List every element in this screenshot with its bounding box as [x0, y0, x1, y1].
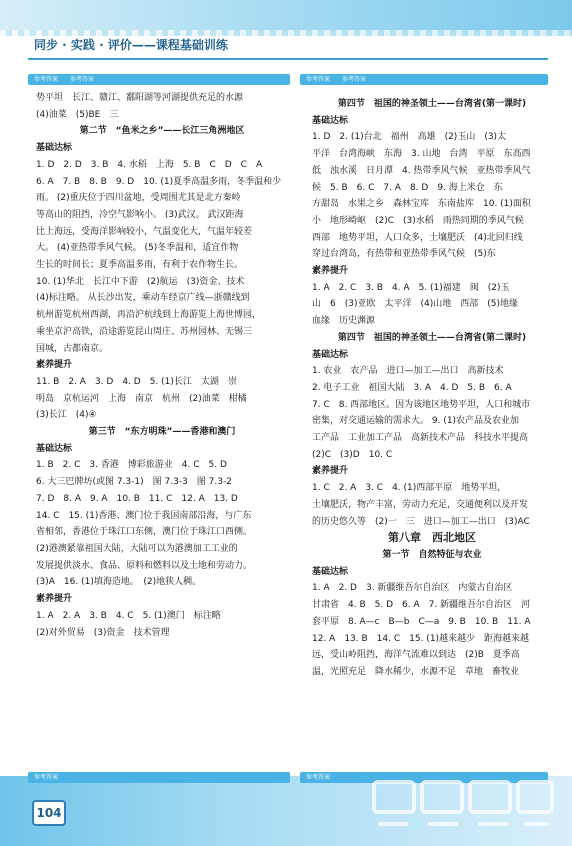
- answer-line: 西部 地势平坦，人口众多，土壤肥沃 (4)北回归线: [312, 232, 523, 243]
- subsection-label: 素养提升: [312, 266, 349, 277]
- answer-line: (2)港澳紧靠祖国大陆，大陆可以为港澳加工工业的: [36, 543, 238, 554]
- section-heading: 第一节 自然特征与农业: [382, 549, 482, 560]
- answer-line: 密集，对交通运输的需求大。 9. (1)农产品及农业加: [312, 416, 520, 427]
- watermark-logo-graphic: [368, 776, 558, 840]
- right-column-strip: 参考答案 参考答案: [300, 74, 548, 85]
- header-band: [0, 0, 572, 36]
- answer-line: (4)油菜 (5)BE 三: [36, 109, 119, 120]
- answer-line: 14. C 15. (1)香港、澳门位于我国南部沿海，与广东: [36, 510, 252, 521]
- answer-line: 1. A 2. D 3. 新疆维吾尔自治区 内蒙古自治区: [312, 583, 513, 594]
- answer-line: 1. B 2. C 3. 香港 博彩旅游业 4. C 5. D: [36, 460, 227, 471]
- answer-line: 穿过台湾岛，有热带和亚热带季风气候 (5)东: [312, 249, 496, 260]
- answer-line: 平洋 台湾海峡 东海 3. 山地 台湾 平原 东高西: [312, 149, 531, 160]
- answer-line: (2)C (3)D 10. C: [312, 449, 393, 460]
- subsection-label: 素养提升: [312, 466, 349, 477]
- answer-line: 1. 农业 农产品 进口—加工—出口 高新技术: [312, 366, 504, 377]
- answer-line: 乘坐京沪高铁，沿途游览昆山周庄、苏州园林、无锡三: [36, 326, 253, 337]
- right-answer-column: [312, 96, 552, 681]
- answer-line: 工产品 工业加工产品 高新技术产品 科技水平提高: [312, 433, 529, 444]
- left-answer-column: [36, 90, 288, 641]
- answer-line: 10. (1)华北 长江中下游 (2)航运 (3)资金、技术: [36, 276, 245, 287]
- answer-line: 12. A 13. B 14. C 15. (1)越来越少 距海越来越: [312, 633, 530, 644]
- answer-line: 方甜岛 水果之乡 森林宝库 东南盐库 10. (1)面积: [312, 199, 531, 210]
- answer-line: 1. C 2. A 3. C 4. (1)西部平原 地势平坦，: [312, 483, 507, 494]
- answer-line: (3)长江 (4)④: [36, 410, 97, 421]
- answer-line: 势平坦 长江、赣江、鄱阳湖等河湖提供充足的水源: [36, 93, 244, 103]
- answer-line: 1. A 2. C 3. B 4. A 5. (1)福建 闽 (2)玉: [312, 282, 510, 293]
- section-heading: 第四节 祖国的神圣领土——台湾省(第二课时): [337, 332, 527, 343]
- answer-line: 小 地形崎岖 (2)C (3)水稻 雨热同期的季风气候: [312, 215, 524, 226]
- answer-line: (2)对外贸易 (3)资金 技术管理: [36, 627, 170, 638]
- answer-line: 比上海远，受海洋影响较小，气温变化大，气温年较差: [36, 226, 253, 237]
- answer-line: 山 6 (3)亚欧 太平洋 (4)山地 西部 (5)地缘: [312, 299, 518, 310]
- answer-line: 7. D 8. A 9. A 10. B 11. C 12. A 13. D: [36, 493, 238, 504]
- answer-line: 6. A 7. B 8. B 9. D 10. (1)夏季高温多雨，冬季温和少: [36, 176, 282, 187]
- subsection-label: 素养提升: [36, 594, 73, 605]
- answer-line: 温，光照充足 降水稀少，水源不足 草地 畜牧业: [312, 666, 520, 677]
- answer-line: (4)标注略。 从长沙出发，乘动车经京广线—浙赣线到: [36, 293, 250, 304]
- answer-line: 1. D 2. D 3. B 4. 水稻 上海 5. B C D C A: [36, 159, 263, 170]
- answer-line: 生长的时间长；夏季高温多雨，有利于农作物生长。: [36, 260, 244, 271]
- answer-line: 1. A 2. A 3. B 4. C 5. (1)澳门 标注略: [36, 610, 221, 621]
- section-heading: 第三节 “东方明珠”——香港和澳门: [88, 427, 236, 438]
- answer-line: 候 5. B 6. C 7. A 8. D 9. 海上米仓 东: [312, 182, 503, 193]
- answer-line: 11. B 2. A 3. D 4. D 5. (1)长江 太湖 崇: [36, 376, 237, 387]
- subsection-label: 素养提升: [36, 360, 73, 371]
- subsection-label: 基础达标: [312, 566, 349, 577]
- answer-line: 1. D 2. (1)台北 福州 高雄 (2)玉山 (3)太: [312, 132, 507, 143]
- subsection-label: 基础达标: [36, 443, 73, 454]
- answer-line: 大。 (4)亚热带季风气候。 (5)冬季温和，适宜作物: [36, 243, 239, 254]
- answer-line: 套平原 8. A—c B—b C—a 9. B 10. B 11. A: [312, 616, 531, 627]
- footer-right-strip: 参考答案: [300, 772, 548, 783]
- chapter-heading: 第八章 西北地区: [388, 531, 476, 545]
- answer-line: 低 浊水溪 日月潭 4. 热带季风气候 亚热带季风气: [312, 165, 531, 176]
- section-heading: 第二节 “鱼米之乡”——长江三角洲地区: [79, 126, 245, 137]
- section-heading: 第四节 祖国的神圣领土——台湾省(第一课时): [337, 99, 527, 109]
- answer-line: 等高山的阻挡，冷空气影响小。 (3)武汉。 武汉距海: [36, 209, 244, 220]
- left-column-strip: 参考答案 参考答案: [28, 74, 290, 85]
- answer-line: 明岛 京杭运河 上海 南京 杭州 (2)油菜 柑橘: [36, 393, 247, 404]
- answer-line: 2. 电子工业 祖国大陆 3. A 4. D 5. B 6. A: [312, 382, 512, 393]
- header-divider: [28, 58, 548, 60]
- answer-line: 土壤肥沃，物产丰富，劳动力充足，交通便利以及开发: [312, 499, 529, 510]
- answer-line: (3)A 16. (1)填海造地。 (2)地狭人稠。: [36, 577, 202, 588]
- answer-line: 6. 大三巴牌坊(或图 7.3-1) 图 7.3-3 图 7.3-2: [36, 477, 232, 488]
- answer-line: 杭州游览杭州西湖，再沿沪杭线到上海游览上海世博园，: [36, 310, 262, 321]
- answer-line: 远，受山岭阻挡，海洋气流难以到达 (2)B 夏季高: [312, 650, 520, 661]
- subsection-label: 基础达标: [36, 143, 73, 154]
- page-number: 104: [32, 800, 66, 826]
- answer-line: 省相邻，香港位于珠江口东侧，澳门位于珠江口西侧。: [36, 527, 253, 538]
- footer-left-strip: 参考答案: [28, 772, 290, 783]
- answer-line: 甘肃省 4. B 5. D 6. A 7. 新疆维吾尔自治区 河: [312, 600, 531, 611]
- answer-line: 7. C 8. 西部地区。因为该地区地势平坦，人口和城市: [312, 399, 531, 410]
- subsection-label: 基础达标: [312, 115, 349, 126]
- answer-line: 发展提供淡水、食品、原料和燃料以及土地和劳动力。: [36, 560, 253, 571]
- answer-line: 的历史悠久等 (2)一 三 进口—加工—出口 (3)AC: [312, 516, 530, 527]
- answer-line: 雨。 (2)重庆位于四川盆地，受周围尤其是北方秦岭: [36, 193, 241, 204]
- answer-line: 国城，古都南京。: [36, 343, 109, 354]
- page-header-title: 同步 · 实践 · 评价——课程基础训练: [34, 38, 228, 52]
- answer-line: 血缘 历史渊源: [312, 316, 376, 327]
- subsection-label: 基础达标: [312, 349, 349, 360]
